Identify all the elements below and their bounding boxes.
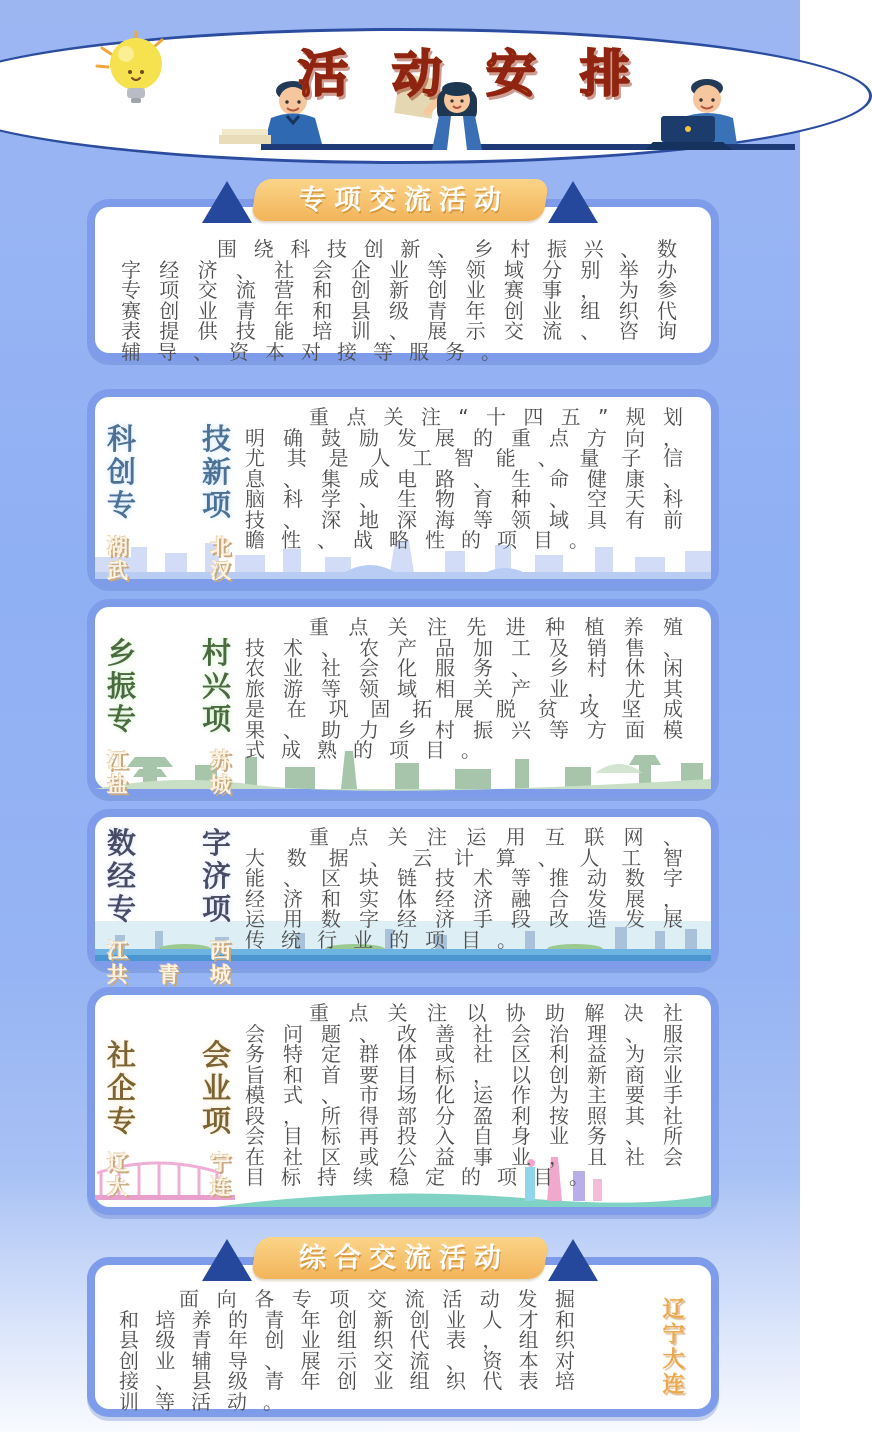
card-label-row: 乡村 bbox=[107, 636, 231, 670]
card-label-row: 科技 bbox=[107, 422, 231, 456]
card-label-row: 经济 bbox=[107, 859, 231, 893]
card-label-row: 振兴 bbox=[107, 669, 231, 703]
region-label-vertical: 辽宁大连 bbox=[659, 1297, 684, 1397]
section-banner-special bbox=[200, 179, 600, 225]
card-label-row: 数字 bbox=[107, 826, 231, 860]
card-text: 重点关注“十四五”规划明确鼓励发展的重点方向，尤其是人工智能、量子信息、集成电路、生命健康、脑科学、生物育种、空天科技、深地深海等领域具有前瞻性、战略性的项目。 bbox=[245, 405, 699, 552]
section-title-general: 综合交流活动 bbox=[299, 1243, 509, 1274]
region-label: 湖北 武汉 bbox=[107, 535, 231, 583]
intro-text: 围绕科技创新、乡村振兴、数字经济、社会企业等领域分别举办专项交流营和创新创业赛事，为参赛创业青年和县级青年创业组织代表提供技能培训、展示交流、咨询辅导、资本对接等服务。 bbox=[121, 237, 693, 364]
card-social-enterprise bbox=[87, 987, 719, 1215]
card-label-block bbox=[95, 817, 243, 987]
card-label-row: 创新 bbox=[107, 455, 231, 489]
card-label-block bbox=[95, 607, 243, 797]
region-label: 江西 共青城 bbox=[107, 939, 231, 987]
general-text: 面向各专项交流活动发掘和培养的青年创新创业人才和县级青年创业组织代表，组织创业辅导、展示交流、资本对接、县级青年创业组织代表培训等活动。 bbox=[119, 1287, 591, 1414]
card-label-row: 专项 bbox=[107, 488, 231, 522]
card-label-row: 社会 bbox=[107, 1038, 231, 1072]
card-tech-innovation bbox=[87, 389, 719, 587]
card-label-row: 企业 bbox=[107, 1071, 231, 1105]
card-label-block bbox=[95, 995, 243, 1207]
section-title-special: 专项交流活动 bbox=[299, 185, 509, 216]
page-title: 活动安排 bbox=[298, 34, 674, 106]
card-label-row: 专项 bbox=[107, 1104, 231, 1138]
card-label-row: 专项 bbox=[107, 702, 231, 736]
region-label: 江苏 盐城 bbox=[107, 749, 231, 797]
card-text: 重点关注以协助解决社会问题、改善社会治理、服务特定群体或社区利益为宗旨和首要目标，以创新商业模式、市场化运作为主要手段，所得部分盈利按照其社会目标再投入自身业务、所在社区或公益事业，且社会目标持续稳定的项目。 bbox=[245, 1001, 699, 1189]
card-label-row: 专项 bbox=[107, 892, 231, 926]
card-digital-economy bbox=[87, 809, 719, 987]
region-label: 辽宁 大连 bbox=[107, 1151, 231, 1199]
card-text: 重点关注运用互联网、大数据、云计算、人工智能、区块链技术等推动数字经济和实体经济融合发展，运用数字经济手段改造发展传统行业的项目。 bbox=[245, 825, 699, 952]
lightbulb-icon bbox=[92, 28, 176, 104]
card-text: 重点关注先进种植养殖技术、农产品加工及销售、农业社会化服务、乡村休闲旅游等领域相关产业，尤其是在巩固拓展脱贫攻坚成果、助力乡村振兴等方面模式成熟的项目。 bbox=[245, 615, 699, 762]
section-banner-general bbox=[200, 1237, 600, 1283]
card-rural-revitalization bbox=[87, 599, 719, 797]
card-label-block bbox=[95, 397, 243, 583]
